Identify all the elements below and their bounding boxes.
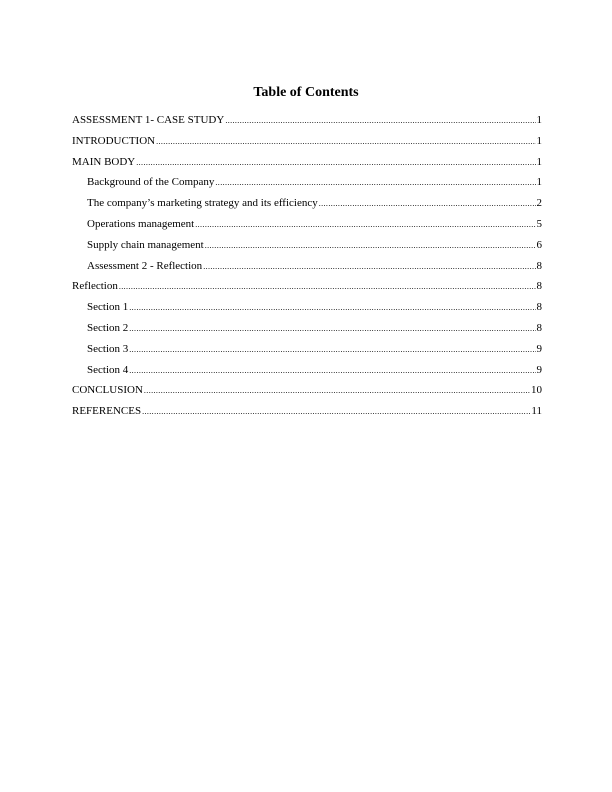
- dot-leader: [205, 239, 536, 252]
- toc-entry-page-number: 1: [536, 134, 542, 147]
- toc-entry-references[interactable]: [72, 405, 542, 426]
- toc-entry-label: Supply chain management: [87, 238, 204, 251]
- toc-entry-page-number: 2: [536, 197, 542, 210]
- toc-entry-label: Section 3: [87, 342, 129, 355]
- dot-leader: [129, 301, 535, 314]
- toc-entry-label: Reflection: [72, 280, 118, 293]
- toc-entry-label: Operations management: [87, 217, 195, 230]
- dot-leader: [156, 135, 535, 148]
- toc-entry-label: MAIN BODY: [72, 155, 136, 168]
- toc-entry-assessment-1-case-study[interactable]: [72, 114, 542, 135]
- toc-entry-page-number: 9: [536, 342, 542, 355]
- toc-entry-label: Section 1: [87, 301, 129, 314]
- toc-entry-main-body[interactable]: [72, 156, 542, 177]
- toc-entry-label: Section 2: [87, 321, 129, 334]
- toc-entry-label: Assessment 2 - Reflection: [87, 259, 203, 272]
- toc-entry-section-3[interactable]: [72, 343, 542, 364]
- toc-entry-page-number: 8: [536, 259, 542, 272]
- toc-entry-page-number: 11: [531, 405, 542, 418]
- dot-leader: [215, 176, 535, 189]
- toc-entry-section-4[interactable]: [72, 364, 542, 385]
- table-of-contents: [72, 114, 542, 426]
- toc-entry-assessment-2-reflection[interactable]: [72, 260, 542, 281]
- toc-entry-label: The company’s marketing strategy and its efficiency: [87, 197, 318, 210]
- toc-entry-label: CONCLUSION: [72, 384, 143, 397]
- toc-entry-page-number: 6: [536, 238, 542, 251]
- dot-leader: [195, 218, 535, 231]
- toc-entry-reflection[interactable]: [72, 280, 542, 301]
- toc-entry-section-2[interactable]: [72, 322, 542, 343]
- toc-entry-page-number: 1: [536, 155, 542, 168]
- toc-title: Table of Contents: [253, 85, 359, 100]
- dot-leader: [129, 364, 535, 377]
- toc-entry-label: REFERENCES: [72, 405, 142, 418]
- toc-entry-background-of-the-company[interactable]: [72, 176, 542, 197]
- toc-entry-page-number: 8: [536, 280, 542, 293]
- dot-leader: [203, 260, 535, 273]
- toc-entry-section-1[interactable]: [72, 301, 542, 322]
- toc-entry-page-number: 1: [536, 114, 542, 126]
- toc-entry-supply-chain-management[interactable]: [72, 239, 542, 260]
- dot-leader: [119, 280, 536, 293]
- toc-entry-conclusion[interactable]: [72, 384, 542, 405]
- toc-entry-label: INTRODUCTION: [72, 134, 156, 147]
- toc-entry-marketing-strategy[interactable]: [72, 197, 542, 218]
- dot-leader: [144, 384, 530, 397]
- toc-entry-page-number: 8: [536, 321, 542, 334]
- toc-entry-label: ASSESSMENT 1- CASE STUDY: [72, 114, 225, 126]
- toc-entry-label: Section 4: [87, 363, 129, 376]
- toc-entry-operations-management[interactable]: [72, 218, 542, 239]
- dot-leader: [225, 114, 535, 127]
- dot-leader: [129, 322, 535, 335]
- toc-entry-page-number: 5: [536, 217, 542, 230]
- toc-entry-introduction[interactable]: [72, 135, 542, 156]
- dot-leader: [142, 405, 530, 418]
- toc-entry-page-number: 10: [531, 384, 542, 397]
- toc-entry-label: Background of the Company: [87, 176, 215, 189]
- toc-entry-page-number: 9: [536, 363, 542, 376]
- dot-leader: [319, 197, 536, 210]
- dot-leader: [129, 343, 535, 356]
- dot-leader: [136, 156, 535, 169]
- toc-entry-page-number: 1: [536, 176, 542, 189]
- toc-entry-page-number: 8: [536, 301, 542, 314]
